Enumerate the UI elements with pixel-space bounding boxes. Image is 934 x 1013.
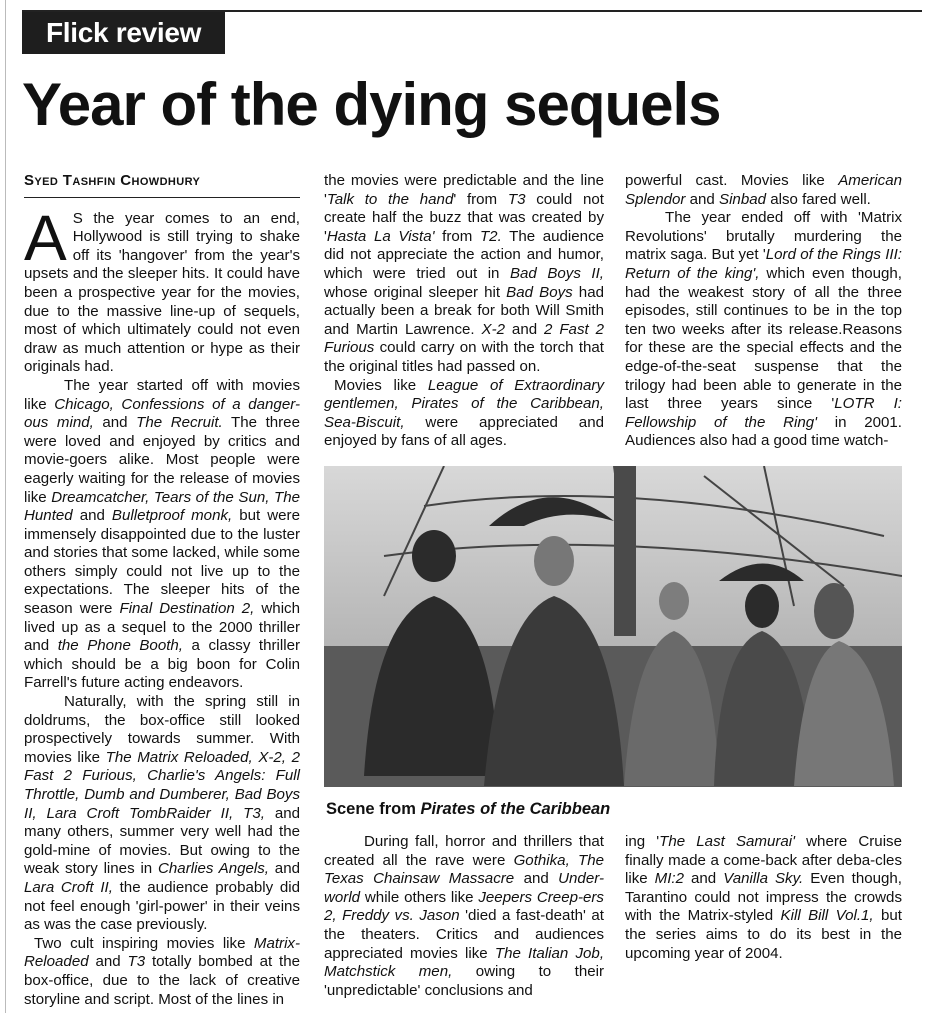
byline: Syed Tashfin Chowdhury [24, 172, 300, 198]
paragraph-2: The year started off with movies like Chicago, Confessions of a danger-ous mind, and The Recruit. The three were loved and enjoyed by critics and movie-goers alike. Most people were eagerly waiting for the release of movies like Dreamcatcher, Tears of the Sun, The Hunted and Bulletproof monk, but were immensely disappointed due to the luster and stories that some lacked, while some others simply could not live up to the expectations. The sleeper hits of the season were Final Destination 2, which lived up as a sequel to the 2000 thriller and the Phone Booth, a classy thriller which should be a big boon for Colin Farrell's future acting endeavors. [24, 376, 301, 692]
section-tag: Flick review [22, 12, 225, 54]
paragraph-7: During fall, horror and thrillers that created all the rave were Gothika, The Texas Chainsaw Massacre and Under-world while others like Jeepers Creep-ers 2, Freddy vs. Jason 'died a fast-death' at the theaters. Critics and audiences appreciated movies like The Italian Job, Matchstick men, owing to their 'unpredictable' conclusions and [324, 833, 605, 999]
article-column-5 [625, 833, 902, 963]
page-edge-rule [5, 0, 6, 1013]
paragraph-4-start: Two cult inspiring movies like Matrix-Reloaded and T3 totally bombed at the box-office, due to the lack of creative storyline and script. Most of the lines in [24, 934, 300, 1008]
paragraph-1: A S the year comes to an end, Hollywood is still trying to shake off its 'hangover' from the year's upsets and the sleeper hits. It could have been a prospective year for the movies, due to the massive line-up of sequels, most of which ultimately could not even draw as much attention or hype as their originals had. [24, 201, 300, 376]
paragraph-3: Naturally, with the spring still in doldrums, the box-office still looked prospectively towards summer. With movies like The Matrix Reloaded, X-2, 2 Fast 2 Furious, Charlie's Angels: Full Throttle, Dumb and Dumberer, Bad Boys II, Lara Croft TombRaider II, T3, and many others, summer very well had the gold-mine of movies. But owing to the weak story lines in Charlies Angels, and Lara Croft II, the audience probably did not feel enough 'girl-power' in their veins as was the case previously. [24, 693, 300, 934]
paragraph-5-cont: powerful cast. Movies like American Splendor and Sinbad also fared well. [625, 172, 902, 208]
article-column-4 [324, 833, 604, 1000]
photo-caption: Scene from Pirates of the Caribbean [326, 800, 611, 818]
article-column-1 [24, 172, 300, 1009]
headline: Year of the dying sequels [22, 71, 721, 138]
paragraph-5: Movies like League of Extraordinary gentlemen, Pirates of the Caribbean, Sea-Biscuit, were appreciated and enjoyed by fans of all ages. [324, 376, 604, 450]
article-column-2 [324, 172, 604, 451]
paragraph-8: ing 'The Last Samurai' where Cruise finally made a come-back after deba-cles like MI:2 and Vanilla Sky. Even though, Tarantino could not impress the crowds with the Matrix-styled Kill Bill Vol.1, but the series aims to do its best in the upcoming year of 2004. [625, 833, 903, 962]
paragraph-4-cont: the movies were predictable and the line 'Talk to the hand' from T3 could not create half the buzz that was created by 'Hasta La Vista' from T2. The audience did not appreciate the action and humor, which were tried out in Bad Boys II, whose original sleeper hit Bad Boys had actually been a break for both Will Smith and Martin Lawrence. X-2 and 2 Fast 2 Furious could carry on with the torch that the original titles had passed on. [324, 172, 605, 375]
article-photo [324, 466, 902, 787]
drop-cap: A [24, 201, 67, 274]
pirates-scene-illustration [324, 466, 902, 787]
paragraph-6: The year ended off with 'Matrix Revolutions' brutally murdering the matrix saga. But yet 'Lord of the Rings III: Return of the king', which even though, had the weakest story of all the three episodes, still continues to be in the top ten two weeks after its release.Reasons for these are the special effects and the edge-of-the-seat suspense that the trilogy had been able to generate in the last three years since 'LOTR I: Fellowship of the Ring' in 2001. Audiences also had a good time watch- [625, 209, 903, 450]
article-column-3 [625, 172, 902, 451]
